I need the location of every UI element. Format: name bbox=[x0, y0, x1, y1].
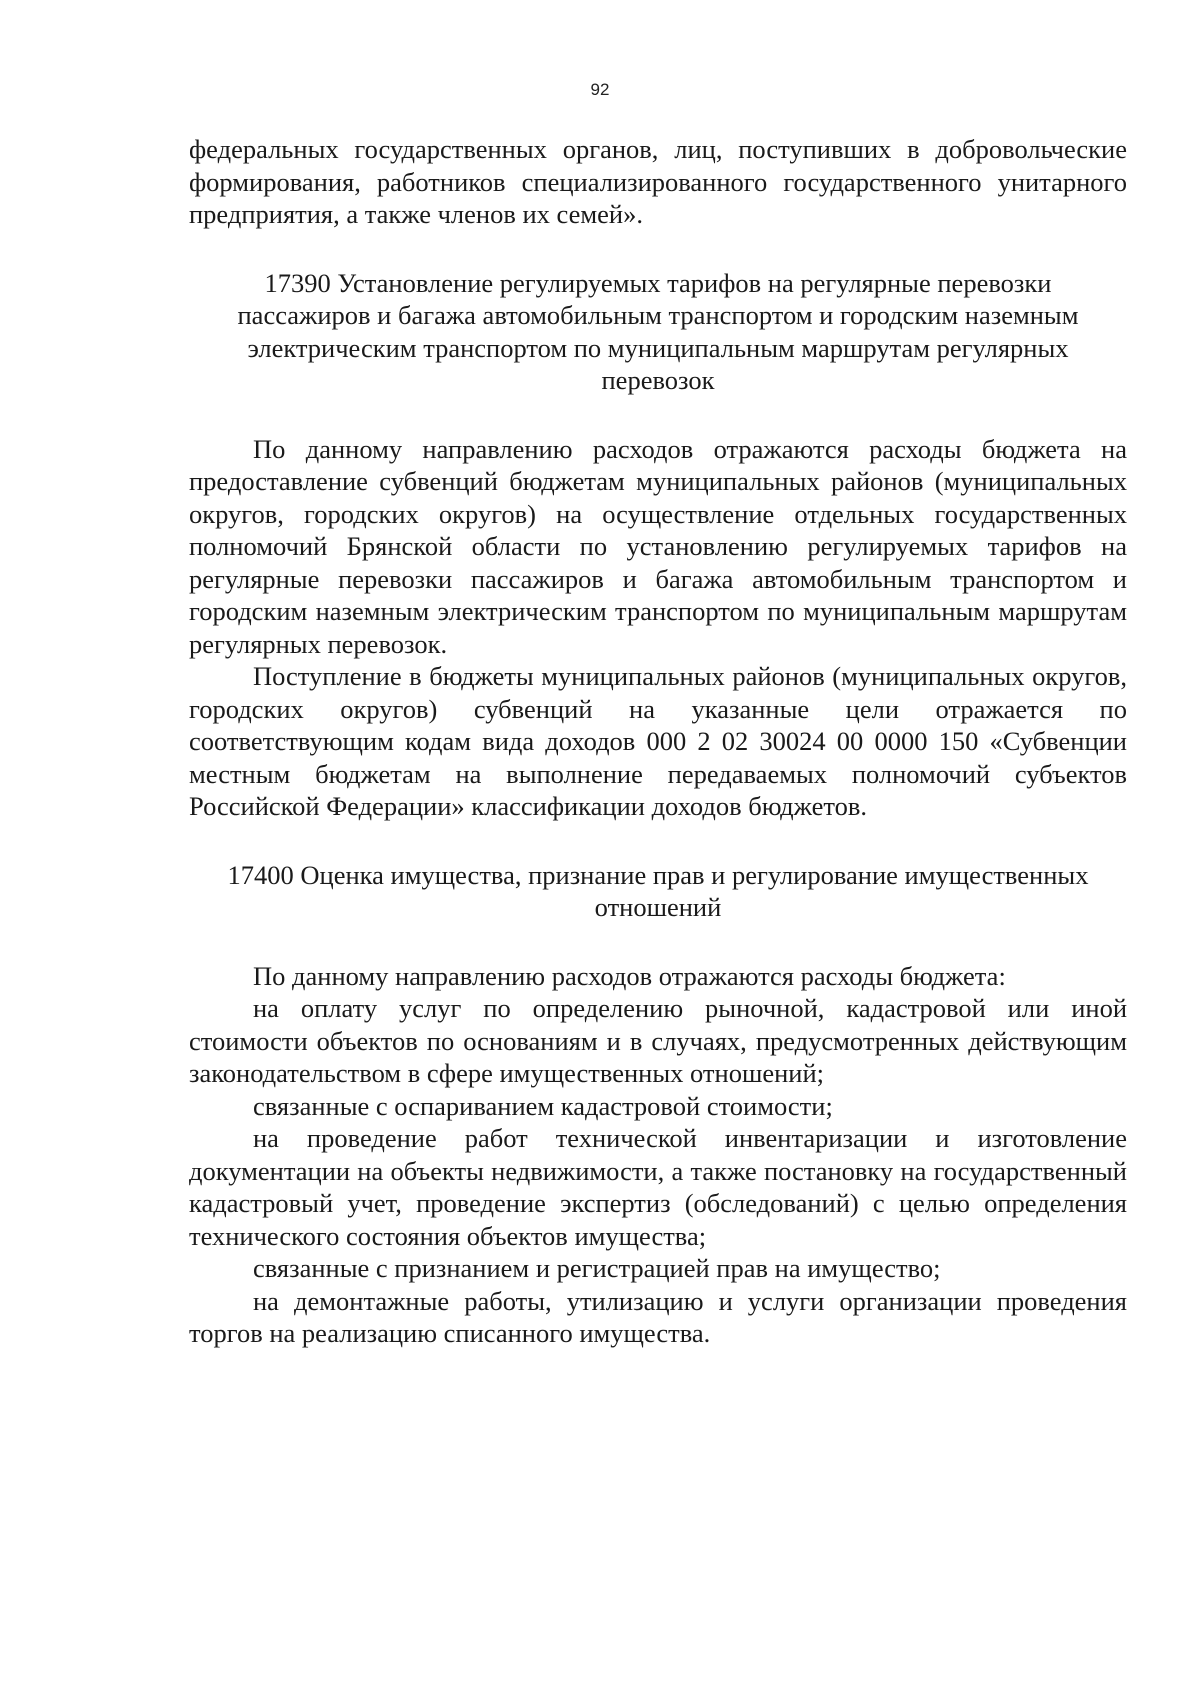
section-heading-17400: 17400 Оценка имущества, признание прав и регулирование имущественных отношений bbox=[227, 859, 1089, 922]
spacer bbox=[189, 924, 1127, 960]
section1-paragraph: По данному направлению расходов отражаются расходы бюджета на предоставление субвенций бюджетам муниципальных районов (муниципальных округов, городских округов) на осуществление отдельных государственных полномочий Брянской области по установлению регулируемых тарифов на регулярные перевозки пассажиров и багажа автомобильным транспортом и городским наземным электрическим транспортом по муниципальным маршрутам регулярных перевозок. bbox=[189, 433, 1127, 659]
section1-paragraph: Поступление в бюджеты муниципальных районов (муниципальных округов, городских округов) субвенций на указанные цели отражается по соответствующим кодам вида доходов 000 2 02 30024 00 0000 150 «Субвенции местным бюджетам на выполнение передаваемых полномочий субъектов Российской Федерации» классификации доходов бюджетов. bbox=[189, 661, 1127, 821]
section2-paragraph: на проведение работ технической инвентаризации и изготовление документации на объекты недвижимости, а также постановку на государственный кадастровый учет, проведение экспертиз (обследований) с целью определения технического состояния объектов имущества; bbox=[189, 1123, 1127, 1251]
section-heading-17390: 17390 Установление регулируемых тарифов на регулярные перевозки пассажиров и багажа автомобильным транспортом и городским наземным электрическим транспортом по муниципальным маршрутам регулярных перевозок bbox=[237, 267, 1079, 395]
section2-paragraph: связанные с оспариванием кадастровой стоимости; bbox=[253, 1090, 833, 1121]
intro-paragraph: федеральных государственных органов, лиц, поступивших в добровольческие формирования, работников специализированного государственного унитарного предприятия, а также членов их семей». bbox=[189, 134, 1127, 229]
page-number: 92 bbox=[590, 80, 610, 99]
section2-paragraph: на оплату услуг по определению рыночной, кадастровой или иной стоимости объектов по основаниям и в случаях, предусмотренных действующим законодательством в сфере имущественных отношений; bbox=[189, 993, 1127, 1088]
section2-paragraph: По данному направлению расходов отражаются расходы бюджета: bbox=[253, 960, 1006, 991]
document-body bbox=[189, 133, 1127, 1350]
section2-paragraph: на демонтажные работы, утилизацию и услуги организации проведения торгов на реализацию списанного имущества. bbox=[189, 1285, 1127, 1348]
section2-paragraph: связанные с признанием и регистрацией прав на имущество; bbox=[253, 1253, 941, 1283]
spacer bbox=[189, 397, 1127, 433]
